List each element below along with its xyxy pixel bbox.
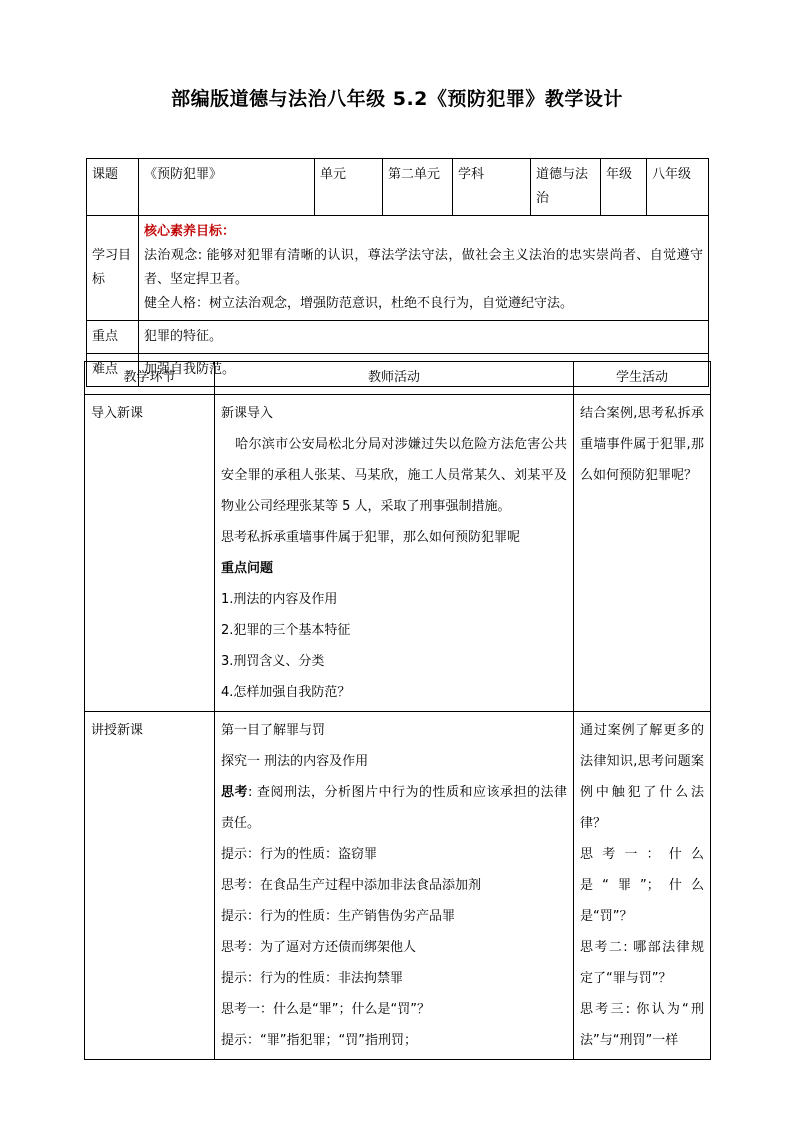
intro-heading: 新课导入 xyxy=(221,406,274,421)
key-questions-heading: 重点问题 xyxy=(221,561,274,576)
lecture-line-2: 探究一 刑法的内容及作用 xyxy=(221,754,369,769)
key-question-2: 2.犯罪的三个基本特征 xyxy=(221,623,351,638)
info-row-topic xyxy=(87,159,709,216)
lecture-stage: 讲授新课 xyxy=(85,712,215,1060)
process-header-row xyxy=(85,362,711,395)
key-question-1: 1.刑法的内容及作用 xyxy=(221,592,338,607)
lecture-line-4: 提示：行为的性质：盗窃罪 xyxy=(221,847,378,862)
difficulty-label: 难点 xyxy=(87,354,139,387)
lecture-line-7: 思考：为了逼对方还债而绑架他人 xyxy=(221,940,417,955)
lecture-student-1: 通过案例了解更多的法律知识,思考问题案例中触犯了什么法律？ xyxy=(580,723,704,831)
lecture-student-2: 思考一：什么是“罪”；什么是“罚”？ xyxy=(580,847,704,924)
intro-teacher-cell xyxy=(215,395,574,712)
info-row-key-point xyxy=(87,321,709,354)
key-point-value: 犯罪的特征。 xyxy=(139,321,709,354)
objective-1: 法治观念: 能够对犯罪有清晰的认识，尊法学法守法，做社会主义法治的忠实崇尚者、自觉遵守者、坚定捍卫者。 xyxy=(144,248,703,287)
header-teacher: 教师活动 xyxy=(215,362,574,395)
objective-2: 健全人格：树立法治观念，增强防范意识，杜绝不良行为，自觉遵纪守法。 xyxy=(144,296,574,311)
think-label: 思考 xyxy=(221,785,248,800)
intro-student: 结合案例,思考私拆承重墙事件属于犯罪,那么如何预防犯罪呢？ xyxy=(574,395,711,712)
think-text: : 查阅刑法，分析图片中行为的性质和应该承担的法律责任。 xyxy=(221,785,567,831)
intro-stage: 导入新课 xyxy=(85,395,215,712)
objectives-cell xyxy=(139,216,709,321)
objectives-heading: 核心素养目标： xyxy=(144,224,236,239)
key-question-4: 4.怎样加强自我防范？ xyxy=(221,685,351,700)
lecture-student-4: 思考三: 你认为“刑法”与“刑罚”一样 xyxy=(580,1002,704,1048)
intro-paragraph: 哈尔滨市公安局松北分局对涉嫌过失以危险方法危害公共安全罪的承租人张某、马某欣，施工人员常某久、刘某平及物业公司经理张某等 5 人，采取了刑事强制措施。 xyxy=(221,437,567,514)
unit-value: 第二单元 xyxy=(383,159,453,216)
info-row-objectives xyxy=(87,216,709,321)
subject-value: 道德与法治 xyxy=(531,159,601,216)
lecture-line-10: 提示：“罪”指犯罪；“罚”指刑罚； xyxy=(221,1033,417,1048)
lecture-student-cell xyxy=(574,712,711,1060)
grade-value: 八年级 xyxy=(647,159,709,216)
objectives-label: 学习目标 xyxy=(87,216,139,321)
info-table xyxy=(86,158,709,387)
difficulty-value: 加强自我防范。 xyxy=(139,354,709,387)
lecture-line-8: 提示：行为的性质：非法拘禁罪 xyxy=(221,971,404,986)
header-stage: 教学环节 xyxy=(85,362,215,395)
header-student: 学生活动 xyxy=(574,362,711,395)
key-question-3: 3.刑罚含义、分类 xyxy=(221,654,325,669)
lecture-line-6: 提示：行为的性质：生产销售伪劣产品罪 xyxy=(221,909,456,924)
topic-value: 《预防犯罪》 xyxy=(139,159,315,216)
lecture-student-3: 思考二: 哪部法律规定了“罪与罚”？ xyxy=(580,940,704,986)
subject-label: 学科 xyxy=(453,159,531,216)
unit-label: 单元 xyxy=(315,159,383,216)
key-point-label: 重点 xyxy=(87,321,139,354)
grade-label: 年级 xyxy=(601,159,647,216)
lecture-teacher-cell xyxy=(215,712,574,1060)
document-title: 部编版道德与法治八年级 5.2《预防犯罪》教学设计 xyxy=(171,88,623,110)
process-table xyxy=(84,361,711,1060)
lecture-line-3 xyxy=(221,777,567,839)
intro-question: 思考私拆承重墙事件属于犯罪，那么如何预防犯罪呢 xyxy=(221,530,521,545)
topic-label: 课题 xyxy=(87,159,139,216)
lecture-line-1: 第一目了解罪与罚 xyxy=(221,723,326,738)
intro-row xyxy=(85,395,711,712)
lecture-line-5: 思考：在食品生产过程中添加非法食品添加剂 xyxy=(221,878,482,893)
lecture-row xyxy=(85,712,711,1060)
lecture-line-9: 思考一：什么是“罪”；什么是“罚”？ xyxy=(221,1002,430,1017)
